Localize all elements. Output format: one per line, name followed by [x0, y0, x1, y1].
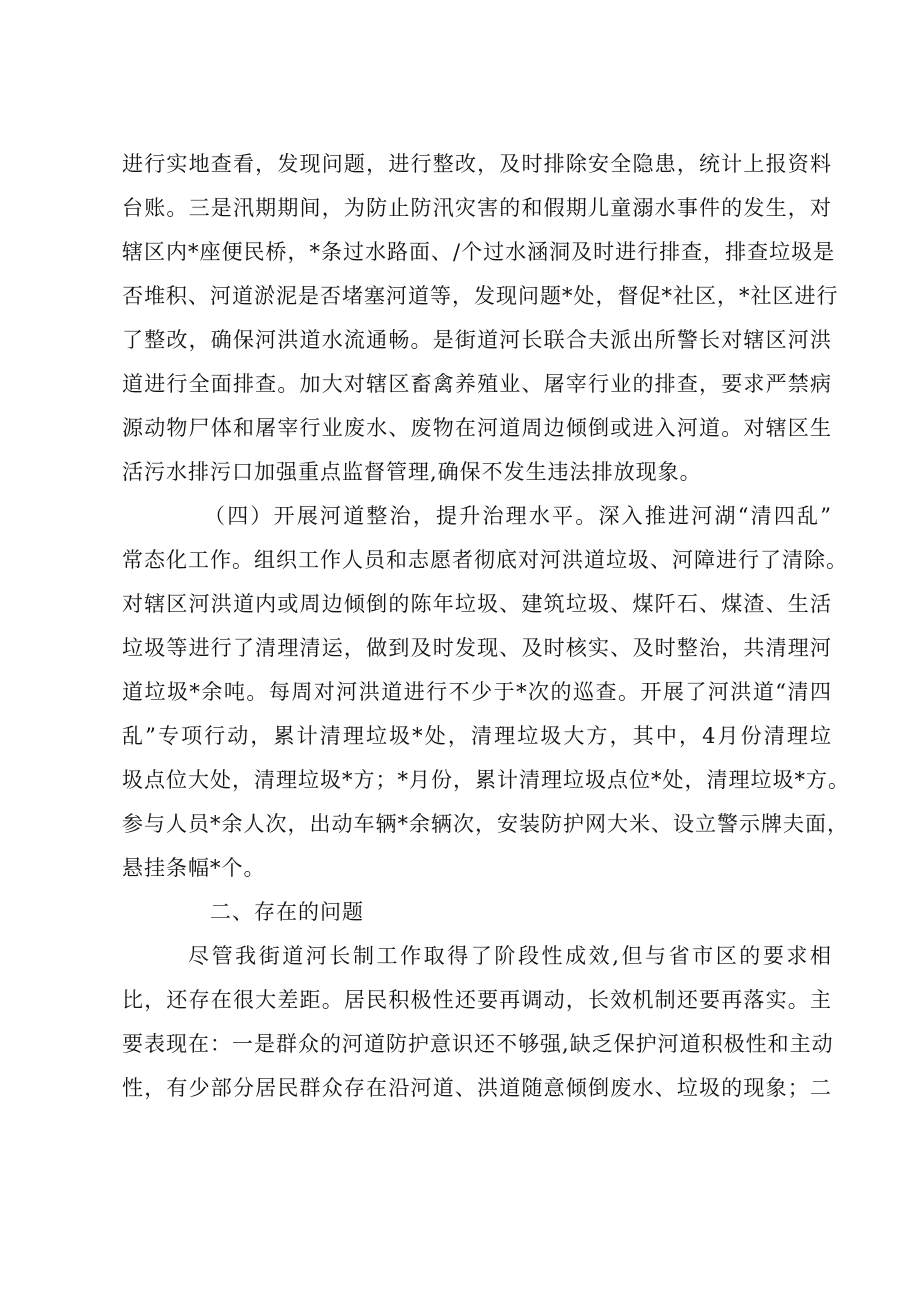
- body-text-line: 进行实地查看，发现问题，进行整改，及时排除安全隐患，统计上报资料: [122, 152, 832, 176]
- body-text-line: 悬挂条幅*个。: [122, 856, 266, 880]
- section-four-heading-line: （四）开展河道整治，提升治理水平。深入推进河湖“清四乱”: [204, 504, 832, 528]
- body-text-line: 道进行全面排查。加大对辖区畜禽养殖业、屠宰行业的排查，要求严禁病: [122, 372, 832, 396]
- body-text-line: 参与人员*余人次，出动车辆*余辆次，安装防护网大米、设立警示牌夫面，: [122, 812, 849, 836]
- body-text-line: 活污水排污口加强重点监督管理,确保不发生违法排放现象。: [122, 460, 702, 484]
- body-text-line: 常态化工作。组织工作人员和志愿者彻底对河洪道垃圾、河障进行了清除。: [122, 548, 848, 572]
- body-text-line: 道垃圾*余吨。每周对河洪道进行不少于*次的巡查。开展了河洪道“清四: [122, 680, 832, 704]
- body-text-line: 比，还存在很大差距。居民积极性还要再调动，长效机制还要再落实。主: [122, 988, 832, 1012]
- body-text-line: 否堆积、河道淤泥是否堵塞河道等，发现问题*处，督促*社区，*社区进行: [122, 284, 839, 308]
- body-text-line: 尽管我街道河长制工作取得了阶段性成效,但与省市区的要求相: [188, 944, 832, 968]
- body-text-line: 源动物尸体和屠宰行业废水、废物在河道周边倾倒或进入河道。对辖区生: [122, 416, 832, 440]
- body-text-line: 了整改，确保河洪道水流通畅。是街道河长联合夫派出所警长对辖区河洪: [122, 328, 832, 352]
- section-two-heading: 二、存在的问题: [210, 900, 364, 924]
- body-text-line: 乱”专项行动，累计清理垃圾*处，清理垃圾大方，其中，4月份清理垃: [122, 724, 832, 748]
- body-text-line: 要表现在：一是群众的河道防护意识还不够强,缺乏保护河道积极性和主动: [122, 1032, 834, 1056]
- body-text-line: 垃圾等进行了清理清运，做到及时发现、及时核实、及时整治，共清理河: [122, 636, 832, 660]
- body-text-line: 台账。三是汛期期间，为防止防汛灾害的和假期儿童溺水事件的发生，对: [122, 196, 832, 220]
- body-text-line: 对辖区河洪道内或周边倾倒的陈年垃圾、建筑垃圾、煤阡石、煤渣、生活: [122, 592, 832, 616]
- body-text-line: 辖区内*座便民桥，*条过水路面、/个过水涵洞及时进行排查，排查垃圾是: [122, 240, 836, 264]
- body-text-line: 性，有少部分居民群众存在沿河道、洪道随意倾倒废水、垃圾的现象；二: [122, 1076, 832, 1100]
- body-text-line: 圾点位大处，清理垃圾*方；*月份，累计清理垃圾点位*处，清理垃圾*方。: [122, 768, 850, 792]
